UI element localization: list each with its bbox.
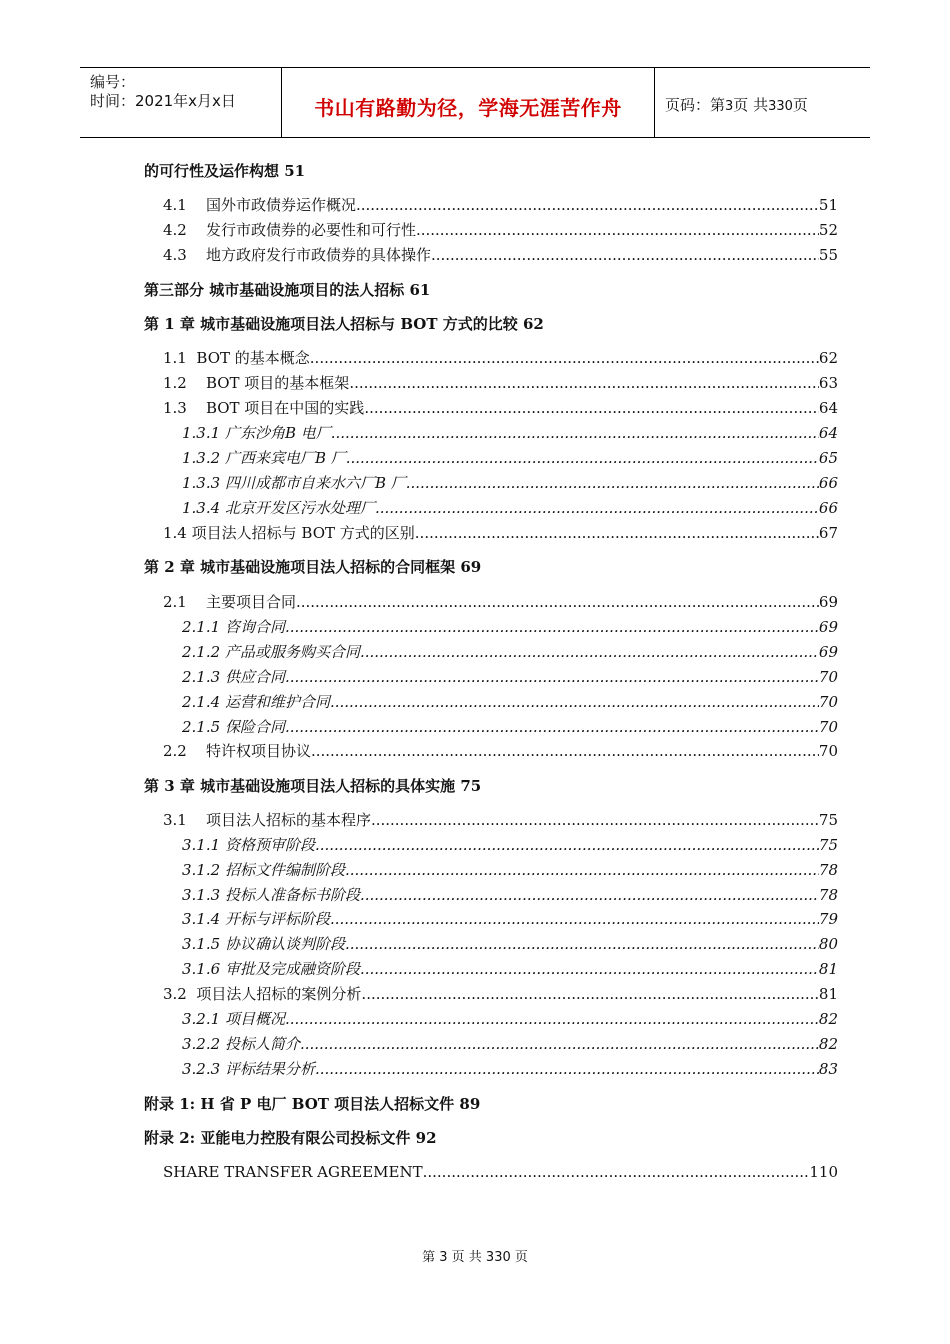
toc-leader-dots xyxy=(300,1034,819,1054)
toc-entry-number: 1.3.3 xyxy=(182,474,225,492)
toc-entry-title: 主要项目合同 xyxy=(205,593,296,611)
page-mid: 页 共 xyxy=(733,96,769,114)
toc-leader-dots xyxy=(331,423,819,443)
page-current: 3 xyxy=(725,99,734,114)
toc-entry-title: 投标人简介 xyxy=(224,1035,300,1053)
toc-entry-page: 51 xyxy=(818,196,838,214)
toc-entry-page: 81 xyxy=(818,985,838,1003)
serial-label: 编号： xyxy=(90,73,136,91)
toc-leader-dots xyxy=(330,692,819,712)
toc-entry-page: 78 xyxy=(818,886,838,904)
toc-entry[interactable] xyxy=(163,348,838,368)
toc-entry-number: 3.1.4 xyxy=(182,910,225,928)
toc-entry-page: 66 xyxy=(818,474,838,492)
toc-entry-page: 69 xyxy=(818,618,838,636)
toc-entry-number: 2.1 xyxy=(163,593,206,611)
toc-entry-page: 64 xyxy=(818,399,838,417)
toc-leader-dots xyxy=(315,1059,819,1079)
toc-subentry[interactable] xyxy=(182,692,838,712)
toc-leader-dots xyxy=(285,617,819,637)
toc-entry-number: 3.1.3 xyxy=(182,886,225,904)
page-suffix: 页 xyxy=(792,96,808,114)
toc-subentry[interactable] xyxy=(182,934,838,954)
toc-leader-dots xyxy=(361,984,818,1004)
toc-leader-dots xyxy=(375,498,819,518)
toc-entry-title: 保险合同 xyxy=(224,718,285,736)
toc-entry-number: 1.3.1 xyxy=(182,424,225,442)
toc-leader-dots xyxy=(285,717,819,737)
toc-leader-dots xyxy=(371,810,819,830)
toc-entry-title: 资格预审阶段 xyxy=(224,836,315,854)
header-left-cell xyxy=(80,68,282,137)
toc-entry-title: 国外市政债券运作概况 xyxy=(205,196,356,214)
toc-entry-number: 4.1 xyxy=(163,196,206,214)
header-right-cell xyxy=(655,68,870,137)
toc-subentry[interactable] xyxy=(182,959,838,979)
toc-entry-title: 四川成都市自来水六厂B 厂 xyxy=(224,474,406,492)
toc-entry-title: 投标人准备标书阶段 xyxy=(224,886,360,904)
toc-entry-number: 2.1.1 xyxy=(182,618,225,636)
toc-entry-title: 产品或服务购买合同 xyxy=(224,643,360,661)
toc-leader-dots xyxy=(364,398,819,418)
toc-entry-page: 79 xyxy=(818,910,838,928)
toc-entry-number: 1.3 xyxy=(163,399,206,417)
toc-leader-dots xyxy=(311,741,819,761)
toc-entry-number: 2.1.2 xyxy=(182,643,225,661)
toc-entry-page: 83 xyxy=(818,1060,838,1078)
toc-entry-title: 审批及完成融资阶段 xyxy=(224,960,360,978)
toc-entry-number: 2.1.5 xyxy=(182,718,225,736)
toc-entry-number: 4.2 xyxy=(163,221,206,239)
page-indicator xyxy=(665,94,808,115)
toc-entry-number: 3.2 xyxy=(163,985,197,1003)
toc-entry-title: 项目法人招标的基本程序 xyxy=(205,811,371,829)
toc-entry-page: 65 xyxy=(818,449,838,467)
toc-heading[interactable]: 的可行性及运作构想 51 xyxy=(144,162,306,180)
toc-entry-title: BOT 的基本概念 xyxy=(196,349,310,367)
toc-entry-page: 69 xyxy=(818,593,838,611)
toc-entry-page: 82 xyxy=(818,1010,838,1028)
page-total: 330 xyxy=(768,99,793,114)
toc-leader-dots xyxy=(349,373,819,393)
toc-entry-page: 70 xyxy=(818,742,838,760)
toc-entry[interactable] xyxy=(163,1162,838,1182)
toc-chapter-heading[interactable]: 第 2 章 城市基础设施项目法人招标的合同框架 69 xyxy=(144,558,482,576)
toc-entry-page: 69 xyxy=(818,643,838,661)
toc-subentry[interactable] xyxy=(182,1009,838,1029)
toc-entry-number: 3.2.3 xyxy=(182,1060,225,1078)
toc-subentry[interactable] xyxy=(182,667,838,687)
toc-subentry[interactable] xyxy=(182,860,838,880)
toc-leader-dots xyxy=(346,448,819,468)
toc-subentry[interactable] xyxy=(182,448,838,468)
toc-leader-dots xyxy=(285,1009,819,1029)
toc-leader-dots xyxy=(415,523,819,543)
toc-entry[interactable] xyxy=(163,373,838,393)
toc-entry-title: 广西来宾电厂B 厂 xyxy=(224,449,346,467)
toc-entry-number: 1.1 xyxy=(163,349,197,367)
toc-entry-title: 评标结果分析 xyxy=(224,1060,315,1078)
toc-appendix-heading[interactable]: 附录 1: H 省 P 电厂 BOT 项目法人招标文件 89 xyxy=(144,1095,481,1113)
toc-leader-dots xyxy=(345,860,819,880)
toc-entry-number: 3.1.1 xyxy=(182,836,225,854)
toc-entry-title: 项目法人招标的案例分析 xyxy=(196,985,362,1003)
toc-entry-page: 70 xyxy=(818,718,838,736)
toc-entry-number: 1.4 xyxy=(163,524,192,542)
toc-entry-title: BOT 项目在中国的实践 xyxy=(205,399,365,417)
toc-entry-page: 70 xyxy=(818,693,838,711)
toc-entry-title: 地方政府发行市政债券的具体操作 xyxy=(205,246,431,264)
toc-entry-page: 75 xyxy=(818,836,838,854)
toc-entry-page: 62 xyxy=(818,349,838,367)
toc-entry-number: 2.1.4 xyxy=(182,693,225,711)
toc-subentry[interactable] xyxy=(182,835,838,855)
toc-entry-number: 1.3.4 xyxy=(182,499,225,517)
toc-entry-number: 3.1 xyxy=(163,811,206,829)
toc-entry-title: 协议确认谈判阶段 xyxy=(224,935,345,953)
toc-entry-page: 82 xyxy=(818,1035,838,1053)
toc-entry-title: 招标文件编制阶段 xyxy=(224,861,345,879)
toc-entry-title: 特许权项目协议 xyxy=(205,742,311,760)
toc-leader-dots xyxy=(406,473,819,493)
toc-chapter-heading[interactable]: 第 1 章 城市基础设施项目法人招标与 BOT 方式的比较 62 xyxy=(144,315,544,333)
toc-leader-dots xyxy=(356,195,819,215)
toc-part-heading[interactable]: 第三部分 城市基础设施项目的法人招标 61 xyxy=(144,281,431,299)
toc-subentry[interactable] xyxy=(182,473,838,493)
toc-entry[interactable] xyxy=(163,245,838,265)
toc-entry[interactable] xyxy=(163,195,838,215)
toc-subentry[interactable] xyxy=(182,642,838,662)
toc-leader-dots xyxy=(345,934,819,954)
toc-subentry[interactable] xyxy=(182,885,838,905)
toc-entry-page: 78 xyxy=(818,861,838,879)
toc-entry-page: 80 xyxy=(818,935,838,953)
header-center-cell xyxy=(282,68,655,137)
toc-leader-dots xyxy=(285,667,819,687)
time-label: 时间：2021年x月x日 xyxy=(90,92,236,110)
toc-entry-title: BOT 项目的基本框架 xyxy=(205,374,350,392)
toc-entry-page: 66 xyxy=(818,499,838,517)
toc-entry-title: 发行市政债券的必要性和可行性 xyxy=(205,221,416,239)
toc-leader-dots xyxy=(310,348,819,368)
toc-appendix-heading[interactable]: 附录 2: 亚能电力控股有限公司投标文件 92 xyxy=(144,1129,437,1147)
toc-entry[interactable] xyxy=(163,592,838,612)
toc-entry-number: 3.1.6 xyxy=(182,960,225,978)
toc-entry-page: 81 xyxy=(818,960,838,978)
toc-entry-title: 广东沙角B 电厂 xyxy=(224,424,331,442)
toc-entry-page: 75 xyxy=(818,811,838,829)
toc-subentry[interactable] xyxy=(182,617,838,637)
toc-subentry[interactable] xyxy=(182,717,838,737)
toc-subentry[interactable] xyxy=(182,1034,838,1054)
toc-entry-title: 北京开发区污水处理厂 xyxy=(224,499,375,517)
toc-leader-dots xyxy=(330,909,819,929)
toc-subentry[interactable] xyxy=(182,423,838,443)
page-header xyxy=(80,67,870,138)
toc-entry[interactable] xyxy=(163,220,838,240)
toc-entry-page: 70 xyxy=(818,668,838,686)
toc-entry-number: 4.3 xyxy=(163,246,206,264)
toc-entry-page: 52 xyxy=(818,221,838,239)
toc-entry-number: 2.2 xyxy=(163,742,206,760)
toc-leader-dots xyxy=(423,1162,810,1182)
toc-entry[interactable] xyxy=(163,984,838,1004)
toc-subentry[interactable] xyxy=(182,1059,838,1079)
toc-entry[interactable] xyxy=(163,810,838,830)
toc-leader-dots xyxy=(360,885,819,905)
page-footer: 第 3 页 共 330 页 xyxy=(422,1250,528,1265)
toc-subentry[interactable] xyxy=(182,909,838,929)
toc-entry[interactable] xyxy=(163,741,838,761)
toc-entry-number: 2.1.3 xyxy=(182,668,225,686)
toc-entry-number: 3.1.2 xyxy=(182,861,225,879)
toc-entry-page: 55 xyxy=(818,246,838,264)
toc-chapter-heading[interactable]: 第 3 章 城市基础设施项目法人招标的具体实施 75 xyxy=(144,777,482,795)
toc-entry-number: 3.1.5 xyxy=(182,935,225,953)
toc-entry-title: 开标与评标阶段 xyxy=(224,910,330,928)
toc-entry-title: 项目概况 xyxy=(224,1010,285,1028)
toc-entry-title: 运营和维护合同 xyxy=(224,693,330,711)
toc-leader-dots xyxy=(431,245,819,265)
toc-entry[interactable] xyxy=(163,398,838,418)
toc-entry-number: 1.3.2 xyxy=(182,449,225,467)
toc-entry-number: 3.2.1 xyxy=(182,1010,225,1028)
toc-entry-page: 63 xyxy=(818,374,838,392)
toc-entry-number: 1.2 xyxy=(163,374,206,392)
toc-entry-number: 3.2.2 xyxy=(182,1035,225,1053)
toc-leader-dots xyxy=(360,959,819,979)
page-prefix: 页码：第 xyxy=(665,96,726,114)
toc-subentry[interactable] xyxy=(182,498,838,518)
motto: 书山有路勤为径，学海无涯苦作舟 xyxy=(314,96,622,120)
toc-leader-dots xyxy=(360,642,819,662)
toc-entry-title: 供应合同 xyxy=(224,668,285,686)
toc-entry-page: 110 xyxy=(809,1163,838,1181)
toc-entry-page: 67 xyxy=(818,524,838,542)
toc-entry[interactable] xyxy=(163,523,838,543)
toc-entry-title: SHARE TRANSFER AGREEMENT xyxy=(163,1163,423,1181)
toc-entry-title: 项目法人招标与 BOT 方式的区别 xyxy=(191,524,415,542)
toc-entry-title: 咨询合同 xyxy=(224,618,285,636)
toc-entry-page: 64 xyxy=(818,424,838,442)
toc-leader-dots xyxy=(416,220,819,240)
toc-leader-dots xyxy=(296,592,819,612)
toc-leader-dots xyxy=(315,835,819,855)
